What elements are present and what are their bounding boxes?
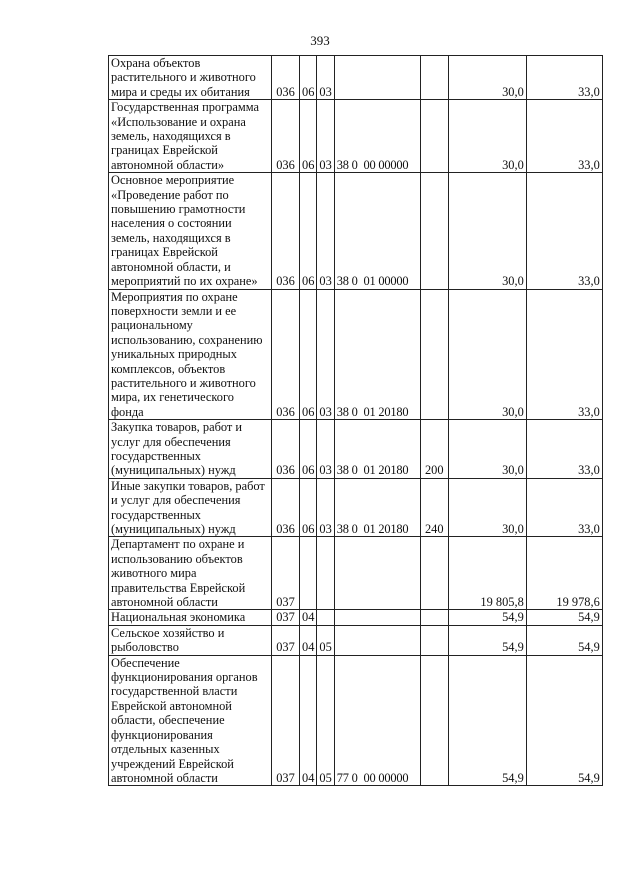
expense-type-cell <box>420 610 448 625</box>
grbs-code-cell: 036 <box>272 173 300 289</box>
amount-year1-cell: 19 805,8 <box>448 537 526 610</box>
amount-year1-cell: 30,0 <box>448 56 526 100</box>
subsection-code-cell <box>317 537 334 610</box>
amount-year1-cell: 54,9 <box>448 625 526 655</box>
row-name-cell: Сельское хозяйство и рыболовство <box>109 625 272 655</box>
expense-type-cell <box>420 173 448 289</box>
section-code-cell <box>300 537 317 610</box>
amount-year2-cell: 33,0 <box>526 289 602 420</box>
expense-type-cell <box>420 537 448 610</box>
expense-type-cell <box>420 56 448 100</box>
expense-type-cell <box>420 655 448 786</box>
expense-type-cell: 240 <box>420 478 448 537</box>
subsection-code-cell: 03 <box>317 173 334 289</box>
section-code-cell: 06 <box>300 478 317 537</box>
section-code-cell: 06 <box>300 289 317 420</box>
section-code-cell: 04 <box>300 655 317 786</box>
table-row <box>109 655 603 786</box>
section-code-cell: 06 <box>300 56 317 100</box>
amount-year1-cell: 54,9 <box>448 610 526 625</box>
row-name-cell: Основное мероприятие «Проведение работ по повышению грамотности населения о состоянии земель, находящихся в границах Еврейской автономной области, и мероприятий по их охране» <box>109 173 272 289</box>
target-article-cell <box>334 625 420 655</box>
section-code-cell: 06 <box>300 420 317 479</box>
table-row <box>109 56 603 100</box>
target-article-cell <box>334 56 420 100</box>
subsection-code-cell: 03 <box>317 289 334 420</box>
grbs-code-cell: 037 <box>272 625 300 655</box>
table-row <box>109 537 603 610</box>
grbs-code-cell: 036 <box>272 100 300 173</box>
subsection-code-cell: 03 <box>317 420 334 479</box>
amount-year2-cell: 33,0 <box>526 100 602 173</box>
amount-year1-cell: 30,0 <box>448 478 526 537</box>
subsection-code-cell: 03 <box>317 100 334 173</box>
subsection-code-cell: 05 <box>317 655 334 786</box>
budget-table <box>108 55 603 786</box>
amount-year2-cell: 54,9 <box>526 625 602 655</box>
subsection-code-cell: 05 <box>317 625 334 655</box>
row-name-cell: Иные закупки товаров, работ и услуг для обеспечения государственных (муниципальных) нужд <box>109 478 272 537</box>
table-row <box>109 173 603 289</box>
grbs-code-cell: 036 <box>272 420 300 479</box>
row-name-cell: Национальная экономика <box>109 610 272 625</box>
section-code-cell: 04 <box>300 625 317 655</box>
row-name-cell: Закупка товаров, работ и услуг для обеспечения государственных (муниципальных) нужд <box>109 420 272 479</box>
target-article-cell: 38 0 01 00000 <box>334 173 420 289</box>
table-row <box>109 100 603 173</box>
table-row <box>109 420 603 479</box>
grbs-code-cell: 036 <box>272 478 300 537</box>
expense-type-cell <box>420 100 448 173</box>
grbs-code-cell: 037 <box>272 610 300 625</box>
amount-year1-cell: 30,0 <box>448 420 526 479</box>
grbs-code-cell: 037 <box>272 655 300 786</box>
amount-year1-cell: 30,0 <box>448 173 526 289</box>
expense-type-cell <box>420 625 448 655</box>
row-name-cell: Охрана объектов растительного и животного мира и среды их обитания <box>109 56 272 100</box>
grbs-code-cell: 036 <box>272 289 300 420</box>
grbs-code-cell: 037 <box>272 537 300 610</box>
row-name-cell: Обеспечение функционирования органов государственной власти Еврейской автономной области, обеспечение функционирования отдельных казенных учреждений Еврейской автономной области <box>109 655 272 786</box>
amount-year1-cell: 54,9 <box>448 655 526 786</box>
table-row <box>109 478 603 537</box>
amount-year2-cell: 19 978,6 <box>526 537 602 610</box>
target-article-cell: 77 0 00 00000 <box>334 655 420 786</box>
section-code-cell: 04 <box>300 610 317 625</box>
amount-year2-cell: 33,0 <box>526 173 602 289</box>
expense-type-cell: 200 <box>420 420 448 479</box>
amount-year2-cell: 33,0 <box>526 56 602 100</box>
expense-type-cell <box>420 289 448 420</box>
page-number: 393 <box>310 33 330 48</box>
subsection-code-cell: 03 <box>317 478 334 537</box>
budget-table-body <box>109 56 603 786</box>
subsection-code-cell: 03 <box>317 56 334 100</box>
section-code-cell: 06 <box>300 100 317 173</box>
subsection-code-cell <box>317 610 334 625</box>
target-article-cell <box>334 610 420 625</box>
amount-year1-cell: 30,0 <box>448 289 526 420</box>
amount-year2-cell: 33,0 <box>526 478 602 537</box>
target-article-cell: 38 0 01 20180 <box>334 420 420 479</box>
table-row <box>109 289 603 420</box>
row-name-cell: Департамент по охране и использованию объектов животного мира правительства Еврейской автономной области <box>109 537 272 610</box>
row-name-cell: Государственная программа «Использование и охрана земель, находящихся в границах Еврейской автономной области» <box>109 100 272 173</box>
row-name-cell: Мероприятия по охране поверхности земли и ее рациональному использованию, сохранению уникальных природных комплексов, объектов растительного и животного мира, их генетического фонда <box>109 289 272 420</box>
amount-year2-cell: 33,0 <box>526 420 602 479</box>
section-code-cell: 06 <box>300 173 317 289</box>
amount-year2-cell: 54,9 <box>526 610 602 625</box>
target-article-cell: 38 0 00 00000 <box>334 100 420 173</box>
table-row <box>109 625 603 655</box>
amount-year1-cell: 30,0 <box>448 100 526 173</box>
target-article-cell: 38 0 01 20180 <box>334 289 420 420</box>
amount-year2-cell: 54,9 <box>526 655 602 786</box>
grbs-code-cell: 036 <box>272 56 300 100</box>
target-article-cell: 38 0 01 20180 <box>334 478 420 537</box>
table-row <box>109 610 603 625</box>
target-article-cell <box>334 537 420 610</box>
